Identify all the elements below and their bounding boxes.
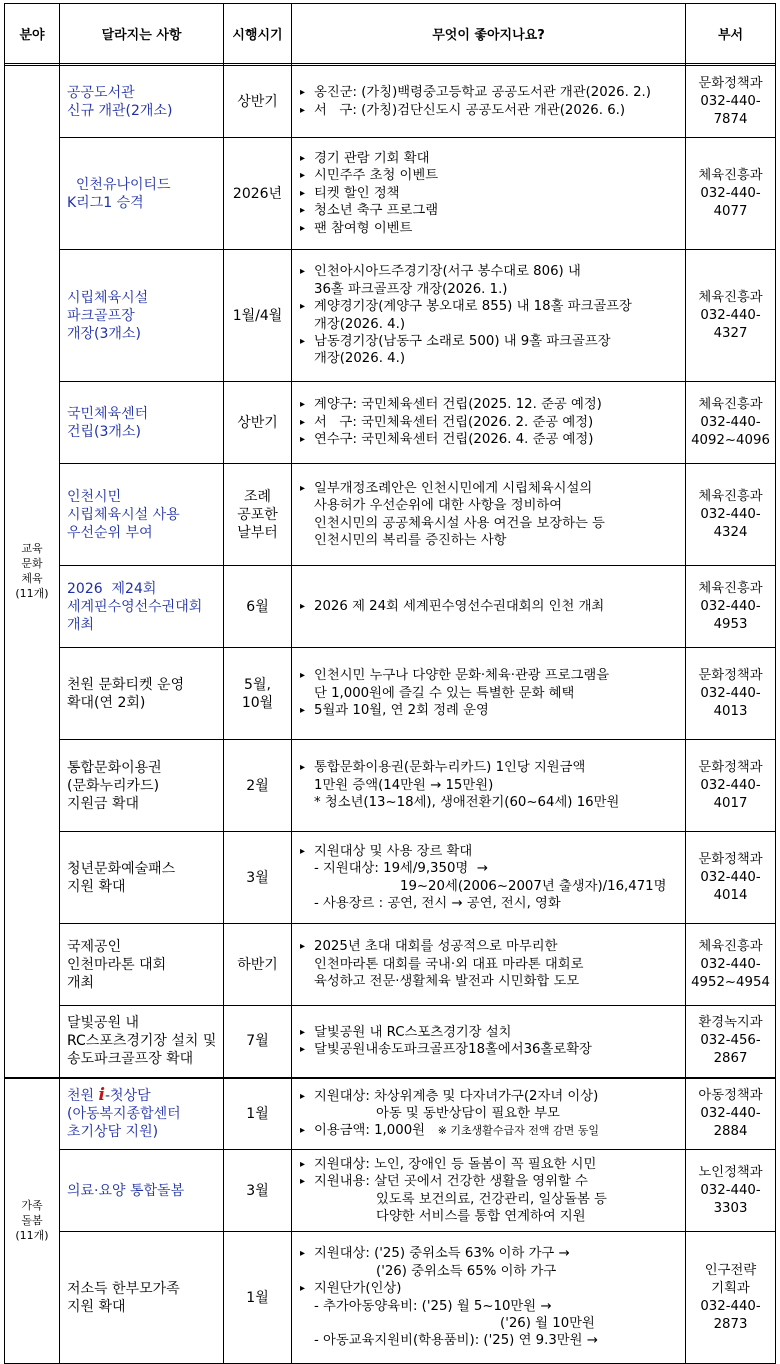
- text-line: 상반기: [237, 414, 278, 431]
- text-line: - 아동교육지원비(학용품비): ('25) 연 9.3만원 →: [314, 1333, 598, 1349]
- text-line: 지원금 확대: [67, 795, 140, 812]
- bullet-item: ▸ 지원대상 및 사용 장르 확대: [300, 843, 681, 860]
- text-line: 아동 및 동반상담이 필요한 부모: [376, 1106, 560, 1122]
- table-row: [5, 382, 776, 464]
- text-line: 저소득 한부모가족: [67, 1280, 180, 1297]
- text-line: 개최: [67, 616, 95, 633]
- i-info-icon: i: [98, 1085, 105, 1106]
- text-line: 체육진흥과: [698, 167, 763, 183]
- text-line: 3303: [713, 1200, 748, 1216]
- text-line: 032-440-: [700, 956, 761, 972]
- when-cell: [224, 250, 292, 382]
- when-cell: [224, 138, 292, 250]
- text-line: ('26) 월 10만원: [500, 1315, 595, 1331]
- dept-cell: [686, 832, 776, 924]
- text-line: 파크골프장: [67, 307, 135, 324]
- text-line: 세계핀수영선수권대회: [67, 598, 203, 615]
- text-line: 시립체육시설 사용: [67, 506, 180, 523]
- change-cell: [60, 250, 224, 382]
- text-line: 체육진흥과: [698, 488, 763, 504]
- text-line: 4017: [713, 795, 748, 811]
- text-line: 2월: [246, 777, 269, 794]
- text-line: 1월: [246, 1289, 269, 1306]
- benefit-cell: [292, 66, 686, 138]
- bullet-item: ▸ 통합문화이용권(문화누리카드) 1인당 지원금액: [300, 759, 681, 776]
- benefit-cell: [292, 464, 686, 566]
- text-line: 인천마라톤 대회를 국내·외 대표 마라톤 대회로: [314, 956, 584, 972]
- text-line: ※ 기초생활수급자 전액 감면 동일: [437, 1124, 600, 1138]
- change-cell: [60, 382, 224, 464]
- bullet-item: ▸ 서 구: 국민체육센터 건립(2026. 2. 준공 예정): [300, 414, 681, 431]
- text-line: 2884: [713, 1123, 748, 1139]
- text-line: 조례: [243, 488, 272, 505]
- text-line: 5월,: [244, 676, 271, 693]
- text-line: 아동정책과: [698, 1087, 763, 1103]
- header-change: 달라지는 사항: [60, 4, 224, 64]
- when-cell: [224, 1006, 292, 1078]
- text-line: 건립(3개소): [67, 423, 141, 440]
- bullet-item: ▸ 남동경기장(남동구 소래로 500) 내 9홀 파크골프장: [300, 333, 681, 350]
- bullet-item: ▸ 옹진군: (가칭)백령중고등학교 공공도서관 개관(2026. 2.): [300, 84, 681, 101]
- table-row: [5, 832, 776, 924]
- bullet-item: ▸ 청소년 축구 프로그램: [300, 202, 681, 219]
- change-cell: [60, 1232, 224, 1364]
- dept-cell: [686, 1006, 776, 1078]
- text-line: 하반기: [237, 956, 278, 973]
- change-cell: [60, 924, 224, 1006]
- text-line: 초기상담 지원): [67, 1124, 159, 1141]
- text-line: 1만원 증액(14만원 → 15만원): [314, 777, 494, 793]
- text-line: 체육진흥과: [698, 396, 763, 412]
- bullet-item: ▸ 달빛공원 내 RC스포츠경기장 설치: [300, 1024, 681, 1041]
- text-line: 4953: [713, 616, 748, 632]
- text-line: * 청소년(13~18세), 생애전환기(60~64세) 16만원: [314, 795, 620, 811]
- text-line: 노인정책과: [698, 1164, 763, 1180]
- text-line: 지원 확대: [67, 1298, 126, 1315]
- text-line: 시립체육시설: [67, 289, 149, 306]
- text-line: 인천시민의 공공체육시설 사용 여건을 보장하는 등: [314, 515, 605, 531]
- text-line: (11개): [15, 1229, 49, 1243]
- text-line: 2026 제24회: [67, 580, 157, 597]
- table-row: [5, 464, 776, 566]
- text-line: 1월: [246, 1105, 269, 1122]
- policy-table: [4, 3, 776, 1364]
- bullet-item: ▸ 이용금액: 1,000원: [300, 1122, 425, 1139]
- text-line: 3월: [246, 1182, 269, 1199]
- change-cell: [60, 566, 224, 648]
- text-line: ('26) 중위소득 65% 이하 가구: [376, 1263, 557, 1279]
- benefit-cell: [292, 1078, 686, 1150]
- text-line: [300, 1122, 681, 1139]
- when-cell: [224, 832, 292, 924]
- text-line: 체육진흥과: [698, 938, 763, 954]
- text-line: 032-440-: [700, 307, 761, 323]
- table-row: [5, 138, 776, 250]
- text-line: (11개): [15, 587, 49, 601]
- text-line: 체육진흥과: [698, 580, 763, 596]
- text-line: 있도록 보건의료, 건강관리, 일상돌봄 등: [376, 1191, 607, 1207]
- text-line: 체육: [21, 572, 43, 586]
- spacer: [425, 1123, 438, 1138]
- dept-cell: [686, 464, 776, 566]
- text-line: 032-440-: [700, 685, 761, 701]
- dept-cell: [686, 648, 776, 740]
- text-line: 인천시민: [67, 488, 122, 505]
- text-line: 기획과: [711, 1280, 750, 1296]
- text-line: 032-440-: [700, 1298, 761, 1314]
- bullet-item: ▸ 계양구: 국민체육센터 건립(2025. 12. 준공 예정): [300, 396, 681, 413]
- benefit-cell: [292, 1232, 686, 1364]
- when-cell: [224, 382, 292, 464]
- text-line: 문화정책과: [698, 851, 763, 867]
- table-row: [5, 740, 776, 832]
- bullet-item: ▸ 일부개정조례안은 인천시민에게 시립체육시설의: [300, 480, 681, 497]
- change-cell: [60, 740, 224, 832]
- text-line: 2026년: [232, 185, 283, 202]
- change-cell: [60, 464, 224, 566]
- text-line: 개장(2026. 4.): [314, 351, 406, 367]
- text-line: 문화정책과: [698, 759, 763, 775]
- dept-cell: [686, 1232, 776, 1364]
- dept-cell: [686, 1150, 776, 1232]
- bullet-item: ▸ 팬 참여형 이벤트: [300, 220, 681, 237]
- text-line: 3월: [246, 869, 269, 886]
- when-cell: [224, 1232, 292, 1364]
- text-line: 단 1,000원에 즐길 수 있는 특별한 문화 혜택: [314, 685, 575, 701]
- dept-cell: [686, 66, 776, 138]
- when-cell: [224, 648, 292, 740]
- bullet-item: ▸ 경기 관람 기회 확대: [300, 150, 681, 167]
- bullet-item: ▸ 서 구: (가칭)검단신도시 공공도서관 개관(2026. 6.): [300, 102, 681, 119]
- text-line: (문화누리카드): [67, 777, 160, 794]
- header-area: 분야: [5, 4, 60, 64]
- text-line: 인구전략: [704, 1262, 757, 1278]
- bullet-item: ▸ 연수구: 국민체육센터 건립(2026. 4. 준공 예정): [300, 431, 681, 448]
- text-line: 4077: [713, 203, 748, 219]
- dept-cell: [686, 250, 776, 382]
- page: [0, 3, 780, 1349]
- text-line: 날부터: [237, 524, 278, 541]
- text-line: 청년문화예술패스: [67, 860, 176, 877]
- text-line: 4013: [713, 703, 748, 719]
- bullet-item: ▸ 티켓 할인 정책: [300, 185, 681, 202]
- table-row: [5, 66, 776, 138]
- text-line: 032-440-: [700, 1105, 761, 1121]
- text-line: 개최: [67, 974, 95, 991]
- when-cell: [224, 1078, 292, 1150]
- dept-cell: [686, 740, 776, 832]
- area-culture: [5, 66, 60, 1078]
- text-line: 7874: [713, 111, 748, 127]
- when-cell: [224, 740, 292, 832]
- text-line: 10월: [241, 694, 274, 711]
- bullet-item: ▸ 2025년 초대 대회를 성공적으로 마무리한: [300, 938, 681, 955]
- benefit-cell: [292, 740, 686, 832]
- text-line: 의료·요양 통합돌봄: [67, 1182, 185, 1199]
- benefit-cell: [292, 1150, 686, 1232]
- when-cell: [224, 924, 292, 1006]
- text-line: 신규 개관(2개소): [67, 102, 173, 119]
- dept-cell: [686, 1078, 776, 1150]
- text-line: 사용허가 우선순위에 대한 사항을 정비하여: [314, 498, 563, 514]
- bullet-item: ▸ 5월과 10월, 연 2회 정례 운영: [300, 702, 681, 719]
- text-line: 송도파크골프장 확대: [67, 1051, 194, 1068]
- text-line: 032-440-: [700, 506, 761, 522]
- text-line: 국민체육센터: [67, 405, 149, 422]
- text-line: 1월/4월: [232, 307, 283, 324]
- change-cell: [60, 138, 224, 250]
- text-line: - 추가아동양육비: ('25) 월 5~10만원 →: [314, 1298, 552, 1314]
- dept-cell: [686, 138, 776, 250]
- benefit-cell: [292, 138, 686, 250]
- text-line: 7월: [246, 1033, 269, 1050]
- bullet-item: ▸ 달빛공원내송도파크골프장18홀에서36홀로확장: [300, 1041, 681, 1058]
- text-line: 032-440-: [700, 185, 761, 201]
- bullet-item: ▸ 지원내용: 살던 곳에서 건강한 생활을 영위할 수: [300, 1173, 681, 1190]
- benefit-cell: [292, 1006, 686, 1078]
- benefit-cell: [292, 832, 686, 924]
- change-cell: [60, 832, 224, 924]
- table-row: [5, 250, 776, 382]
- text-line: 지원 확대: [67, 878, 126, 895]
- header-benefit: 무엇이 좋아지나요?: [292, 4, 686, 64]
- text-line: RC스포츠경기장 설치 및: [67, 1033, 217, 1050]
- table-row: [5, 924, 776, 1006]
- when-cell: [224, 464, 292, 566]
- bullet-item: ▸ 시민주주 초청 이벤트: [300, 167, 681, 184]
- text-line: K리그1 승격: [67, 194, 144, 211]
- text-line: 문화: [21, 557, 43, 571]
- table-row: [5, 648, 776, 740]
- change-cell: [60, 1150, 224, 1232]
- bullet-item: ▸ 인천아시아드주경기장(서구 봉수대로 806) 내: [300, 263, 681, 280]
- table-row: [5, 1078, 776, 1150]
- dept-cell: [686, 566, 776, 648]
- text-line: [67, 1086, 219, 1105]
- text-line: 032-440-: [700, 93, 761, 109]
- text-part: 천원: [67, 1088, 99, 1105]
- text-line: 2867: [713, 1051, 748, 1067]
- bullet-item: ▸ 지원대상: 차상위계층 및 다자녀가구(2자녀 이상): [300, 1088, 681, 1105]
- text-line: 우선순위 부여: [67, 524, 153, 541]
- change-cell: [60, 1006, 224, 1078]
- bullet-item: ▸ 지원단가(인상): [300, 1280, 681, 1297]
- text-line: 032-456-: [700, 1033, 761, 1049]
- text-line: 환경녹지과: [698, 1015, 763, 1031]
- text-line: 개장(3개소): [67, 325, 141, 342]
- bullet-item: ▸ 2026 제 24회 세계핀수영선수권대회의 인천 개최: [300, 598, 681, 615]
- benefit-cell: [292, 250, 686, 382]
- table-body: [5, 64, 776, 1364]
- text-line: 4952~4954: [691, 974, 770, 990]
- text-line: 4327: [713, 325, 748, 341]
- table-row: [5, 1150, 776, 1232]
- text-line: 36홀 파크골프장 개장(2026. 1.): [314, 281, 508, 297]
- header-dept: 부서: [686, 4, 776, 64]
- text-line: 개장(2026. 4.): [314, 316, 406, 332]
- table-row: [5, 1006, 776, 1078]
- text-line: 육성하고 전문·생활체육 발전과 시민화합 도모: [314, 974, 580, 990]
- text-line: 6월: [246, 598, 269, 615]
- bullet-item: ▸ 인천시민 누구나 다양한 문화·체육·관광 프로그램을: [300, 667, 681, 684]
- text-line: - 사용장르 : 공연, 전시 → 공연, 전시, 영화: [314, 895, 561, 911]
- benefit-cell: [292, 382, 686, 464]
- dept-cell: [686, 382, 776, 464]
- text-line: 공공도서관: [67, 84, 135, 101]
- text-line: 상반기: [237, 93, 278, 110]
- bullet-item: ▸ 지원대상: ('25) 중위소득 63% 이하 가구 →: [300, 1245, 681, 1262]
- text-line: 2873: [713, 1316, 748, 1332]
- table-row: [5, 1232, 776, 1364]
- text-line: 4092~4096: [691, 432, 770, 448]
- header-row: [5, 4, 776, 64]
- change-cell: [60, 66, 224, 138]
- text-line: (아동복지종합센터: [67, 1106, 181, 1123]
- text-line: 4324: [713, 524, 748, 540]
- bullet-item: ▸ 지원대상: 노인, 장애인 등 돌봄이 꼭 필요한 시민: [300, 1156, 681, 1173]
- text-line: 032-440-: [700, 1182, 761, 1198]
- dept-cell: [686, 924, 776, 1006]
- header-when: 시행시기: [224, 4, 292, 64]
- change-cell: [60, 648, 224, 740]
- text-line: - 지원대상: 19세/9,350명 →: [314, 861, 488, 877]
- text-line: 통합문화이용권: [67, 759, 162, 776]
- text-line: 교육: [21, 542, 43, 556]
- text-line: 032-440-: [700, 598, 761, 614]
- bullet-item: ▸ 계양경기장(계양구 봉오대로 855) 내 18홀 파크골프장: [300, 298, 681, 315]
- text-line: 돌봄: [21, 1214, 43, 1228]
- text-line: 032-440-: [700, 777, 761, 793]
- text-line: 인천마라톤 대회: [67, 956, 167, 973]
- benefit-cell: [292, 924, 686, 1006]
- text-line: 4014: [713, 887, 748, 903]
- text-line: 인천시민의 복리를 증진하는 사항: [314, 532, 507, 548]
- table-row: [5, 566, 776, 648]
- change-cell: [60, 1078, 224, 1150]
- text-line: 문화정책과: [698, 75, 763, 91]
- text-line: 천원 문화티켓 운영: [67, 676, 185, 693]
- text-line: 공포한: [237, 506, 278, 523]
- when-cell: [224, 66, 292, 138]
- text-line: 체육진흥과: [698, 289, 763, 305]
- benefit-cell: [292, 566, 686, 648]
- when-cell: [224, 1150, 292, 1232]
- benefit-cell: [292, 648, 686, 740]
- text-line: 달빛공원 내: [67, 1015, 140, 1032]
- text-line: 문화정책과: [698, 667, 763, 683]
- text-line: 032-440-: [700, 414, 761, 430]
- text-part: -첫상담: [104, 1088, 151, 1105]
- area-family: [5, 1078, 60, 1364]
- text-line: 다양한 서비스를 통합 연계하여 지원: [376, 1208, 586, 1224]
- text-line: 인천유나이티드: [67, 176, 171, 193]
- when-cell: [224, 566, 292, 648]
- text-line: 032-440-: [700, 869, 761, 885]
- text-line: 19~20세(2006~2007년 출생자)/16,471명: [400, 878, 667, 894]
- text-line: 국제공인: [67, 938, 122, 955]
- text-line: 가족: [21, 1199, 43, 1213]
- text-line: 확대(연 2회): [67, 694, 146, 711]
